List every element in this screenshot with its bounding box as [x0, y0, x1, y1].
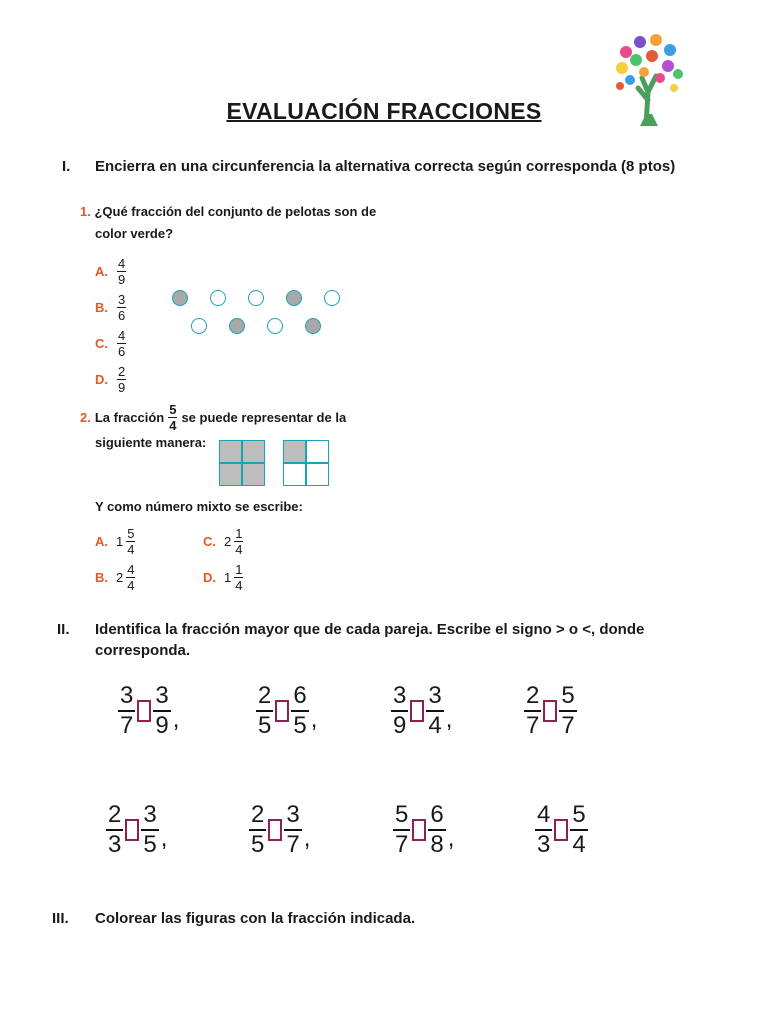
question-1 [80, 201, 400, 245]
section-1-text: Encierra en una circunferencia la alternativa correcta según corresponda (8 ptos) [95, 158, 676, 175]
option-2d[interactable]: D. 1 $\frac{1}{4}$ [203, 562, 243, 593]
ball-green [286, 290, 302, 306]
question-2-line2: siguiente manera: [95, 435, 207, 450]
section-1-number: I. [62, 158, 71, 175]
section-3-number: III. [52, 910, 69, 927]
section-2-number: II. [57, 621, 70, 638]
page-title: EVALUACIÓN FRACCIONES [226, 98, 542, 124]
fraction-right: 5 4 [572, 801, 586, 858]
fraction-left: 2 3 [108, 801, 122, 858]
question-1-options [95, 253, 126, 397]
whole-square [219, 440, 265, 486]
answer-box[interactable] [412, 819, 426, 841]
option-letter: D. [95, 371, 108, 387]
option-2b[interactable]: B. 2 $\frac{4}{4}$ [95, 562, 135, 593]
answer-box[interactable] [268, 819, 282, 841]
section-1-heading [62, 156, 742, 178]
fraction-right: 5 7 [561, 682, 575, 739]
option-fraction: $\frac{4}{6}$ [118, 327, 126, 359]
fraction-left: 5 7 [395, 801, 409, 858]
ball-white [248, 290, 264, 306]
fraction-left: 3 7 [120, 682, 134, 739]
row1-pair [118, 684, 179, 738]
answer-box[interactable] [543, 700, 557, 722]
option-letter: B. [95, 299, 108, 315]
option-fraction: $\frac{2}{9}$ [118, 363, 126, 395]
option-2c[interactable]: C. 2 $\frac{1}{4}$ [203, 526, 243, 557]
separator: , [172, 706, 180, 733]
ball-white [210, 290, 226, 306]
section-3-text: Colorear las figuras con la fracción indicada. [95, 910, 416, 927]
section-2-heading [57, 619, 757, 663]
option-2a[interactable]: A. 1 $\frac{5}{4}$ [95, 526, 135, 557]
question-2-number: 2. [80, 409, 91, 425]
row2-pair [535, 803, 590, 857]
option-1c[interactable] [95, 325, 126, 361]
balls-set [172, 290, 352, 340]
section-3-heading [52, 908, 752, 930]
fraction-left: 2 5 [251, 801, 265, 858]
answer-box[interactable] [410, 700, 424, 722]
question-2-options [95, 527, 395, 597]
option-letter: A. [95, 263, 108, 279]
separator: , [303, 825, 311, 852]
fraction-right: 6 5 [293, 682, 307, 739]
row2-pair [106, 803, 167, 857]
ball-white [324, 290, 340, 306]
question-2-pre: La fracción [94, 409, 165, 425]
ball-green [305, 318, 321, 334]
question-2-fraction: $\frac{5}{4}$ [169, 402, 177, 433]
option-fraction: $\frac{4}{9}$ [118, 255, 126, 287]
fraction-left: 4 3 [537, 801, 551, 858]
answer-box[interactable] [125, 819, 139, 841]
row2-pair [393, 803, 454, 857]
mixed-number-label: Y como número mixto se escribe: [95, 499, 303, 514]
section-2-line2: corresponda. [95, 642, 191, 659]
row2-pair [249, 803, 310, 857]
separator: , [447, 825, 455, 852]
option-1d[interactable] [95, 361, 126, 397]
ball-white [191, 318, 207, 334]
row1-pair [524, 684, 579, 738]
separator: , [160, 825, 168, 852]
fraction-right: 3 7 [286, 801, 300, 858]
answer-box[interactable] [275, 700, 289, 722]
separator: , [445, 706, 453, 733]
question-2-post: se puede representar de la [181, 409, 347, 425]
question-1-line1: ¿Qué fracción del conjunto de pelotas son de [94, 204, 377, 219]
section-2-line1: Identifica la fracción mayor que de cada pareja. Escribe el signo > o <, donde [95, 621, 645, 638]
option-letter: C. [95, 335, 108, 351]
ball-green [172, 290, 188, 306]
fraction-right: 3 5 [143, 801, 157, 858]
option-1a[interactable] [95, 253, 126, 289]
ball-white [267, 318, 283, 334]
question-1-line2: color verde? [95, 226, 174, 241]
option-1b[interactable] [95, 289, 126, 325]
row1-pair [256, 684, 317, 738]
ball-green [229, 318, 245, 334]
fraction-right: 6 8 [430, 801, 444, 858]
quarter-square [283, 440, 329, 486]
answer-box[interactable] [554, 819, 568, 841]
fraction-right: 3 9 [155, 682, 169, 739]
fraction-right: 3 4 [428, 682, 442, 739]
question-1-number: 1. [80, 204, 91, 219]
fraction-left: 2 7 [526, 682, 540, 739]
answer-box[interactable] [137, 700, 151, 722]
fraction-left: 2 5 [258, 682, 272, 739]
separator: , [310, 706, 318, 733]
option-fraction: $\frac{3}{6}$ [118, 291, 126, 323]
fraction-left: 3 9 [393, 682, 407, 739]
row1-pair [391, 684, 452, 738]
